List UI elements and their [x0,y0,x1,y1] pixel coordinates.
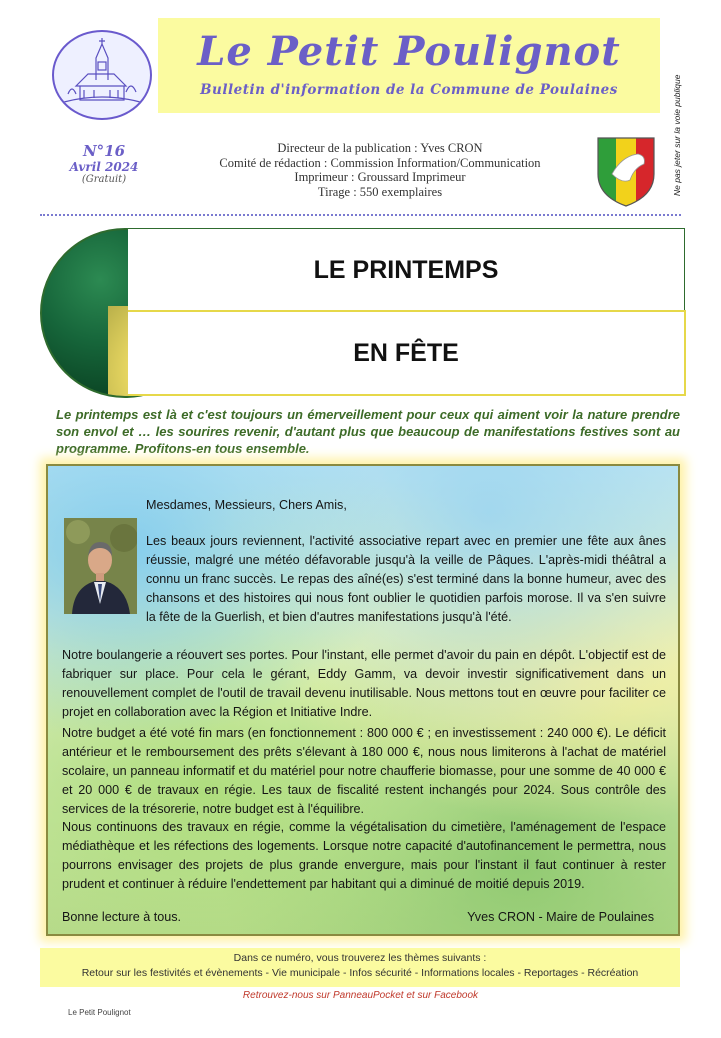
issue-number: N°16 [82,142,126,160]
mayor-editorial [46,464,680,936]
themes-list: Retour sur les festivités et évènements - Vie municipale - Infos sécurité - Informations locales - Reportages - Récréation [81,967,639,979]
signature [467,910,654,924]
masthead-band [158,18,660,113]
mayor-photo [64,518,137,614]
coat-of-arms-icon [594,134,658,208]
issue-info [68,142,140,185]
headline-box-bottom [128,310,686,396]
vertical-notice: Ne pas jeter sur la voie publique [672,74,682,196]
village-church-logo [52,30,152,120]
issue-price: (Gratuit) [81,174,127,185]
social-notice: Retrouvez-nous sur PanneauPocket et sur Facebook [242,990,479,1001]
headline-line-2: EN FÊTE [353,338,459,367]
themes-intro: Dans ce numéro, vous trouverez les thèmes suivants : [233,952,487,964]
closing-line: Bonne lecture à tous. [62,910,182,924]
editorial-paragraph: Nous continuons des travaux en régie, comme la végétalisation du cimetière, l'aménagement de l'espace médiathèque et les réfections des logements. Lorsque notre capacité d'autofinancement le permettra, nous pourrons envisager des projets de plus grande envergure, mais pour l'instant il faut continuer à rester prudent et continuer à réduire l'endettement par habitant qui a diminué de moitié depuis 2019. [62,820,666,891]
credit-line: Directeur de la publication : Yves CRON [277,141,483,155]
intro-paragraph: Le printemps est là et c'est toujours un émerveillement pour ceux qui aiment voir la nature prendre son envol et … les sourires revenir, d'autant plus que beaucoup de manifestations festives sont au programme. Profitons-en tous ensemble. [56,407,680,456]
credit-line: Tirage : 550 exemplaires [317,184,443,199]
editorial-signoff [62,910,666,924]
themes-band [40,948,680,987]
newsletter-subtitle: Bulletin d'information de la Commune de Poulaines [200,82,618,98]
credit-line: Imprimeur : Groussard Imprimeur [294,170,466,184]
credit-line: Comité de rédaction : Commission Information/Communication [219,155,541,170]
headline-line-1: LE PRINTEMPS [313,255,499,284]
footer-publication-name: Le Petit Poulignot [68,1008,131,1017]
editorial-paragraph: Les beaux jours reviennent, l'activité associative repart avec en premier une fête aux ânes réussie, malgré une météo défavorable jusqu'à la veille de Pâques. L'après-midi théâtral a connu un franc succès. Le repas des aîné(es) s'est terminé dans la bonne humeur, avec des chansons et des histoires qui nous font oublier le quotidien parfois morose. Il va s'en suivre la fête de la Guerlish, et bien d'autres manifestations jusqu'à l'été. [146,534,666,624]
editorial-paragraph: Notre boulangerie a réouvert ses portes. Pour l'instant, elle permet d'avoir du pain en dépôt. L'objectif est de fabriquer sur place. Pour cela le gérant, Eddy Gamm, va devoir investir significativement dans un renouvellement complet de l'outil de travail devenu inutilisable. Nous mettons tout en œuvre pour faciliter ce projet en collaboration avec la Région et Initiative Indre. [62,648,666,719]
header-divider [40,214,681,216]
editorial-greeting: Mesdames, Messieurs, Chers Amis, [146,498,347,512]
publication-credits [180,141,580,199]
newsletter-title: Le Petit Poulignot [197,28,621,75]
signature-name: Yves CRON [467,910,535,924]
headline-box-top [128,228,685,312]
signature-title: - Maire de Poulaines [534,910,654,924]
editorial-paragraph: Notre budget a été voté fin mars (en fonctionnement : 800 000 € ; en investissement : 240 000 €). Le déficit antérieur et le remboursement des prêts s'élevant à 180 000 €, nous nous limiterons à l'achat de matériel scolaire, un panneau informatif et du matériel pour notre chaufferie biomasse, pour une somme de 40 000 € et 20 000 € de travaux en régie. Les taux de fiscalité restent inchangés pour 2024. Sous contrôle des services de la trésorerie, notre budget est à l'équilibre. [62,726,666,816]
issue-date: Avril 2024 [69,160,139,174]
